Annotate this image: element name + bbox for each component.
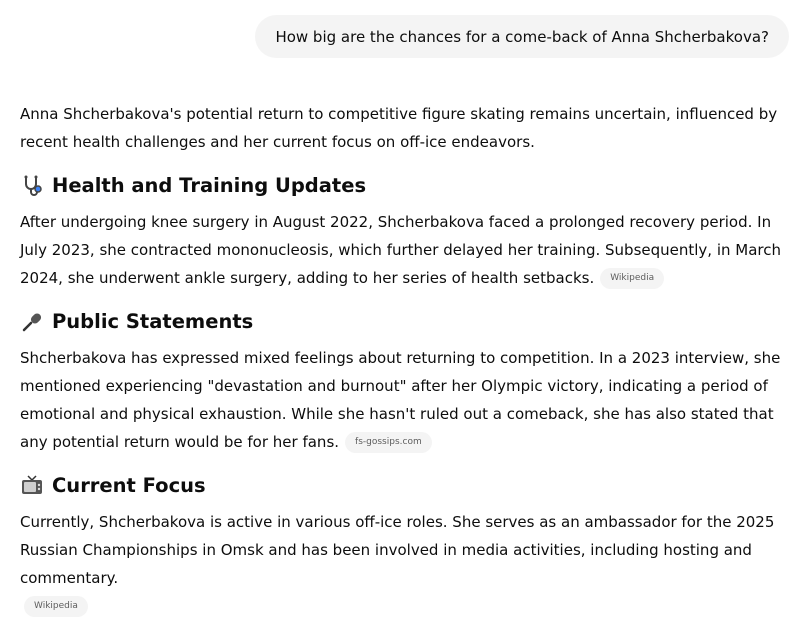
assistant-answer [20, 100, 790, 636]
section-heading-text: Current Focus [52, 474, 206, 497]
section-body-text: Currently, Shcherbakova is active in various off-ice roles. She serves as an ambassador for the 2025 Russian Championships in Omsk and has been involved in media activities, including hosting and commentary. [20, 513, 775, 587]
section-current-focus [20, 472, 790, 620]
source-chip[interactable]: Wikipedia [600, 268, 664, 289]
section-heading [20, 472, 790, 500]
section-health [20, 172, 790, 292]
section-body [20, 344, 790, 456]
user-message-text: How big are the chances for a come-back of Anna Shcherbakova? [275, 27, 769, 46]
section-heading [20, 308, 790, 336]
section-statements [20, 308, 790, 456]
section-heading-text: Public Statements [52, 310, 254, 333]
source-chip[interactable]: Wikipedia [24, 596, 88, 617]
section-heading-text: Health and Training Updates [52, 174, 367, 197]
section-body-text: Shcherbakova has expressed mixed feelings about returning to competition. In a 2023 interview, she mentioned experiencing "devastation and burnout" after her Olympic victory, indicating a period of emotional and physical exhaustion. While she hasn't ruled out a comeback, she has also stated that any potential return would be for her fans. [20, 349, 781, 451]
answer-intro: Anna Shcherbakova's potential return to competitive figure skating remains uncertain, influenced by recent health challenges and her current focus on off-ice endeavors. [20, 105, 778, 151]
source-chip-row [20, 592, 790, 620]
section-body [20, 208, 790, 292]
user-message-bubble [255, 15, 789, 58]
stethoscope-icon [20, 174, 44, 198]
section-heading [20, 172, 790, 200]
section-body [20, 508, 790, 592]
microphone-icon [20, 310, 44, 334]
television-icon [20, 474, 44, 498]
source-chip[interactable]: fs-gossips.com [345, 432, 432, 453]
section-body-text: After undergoing knee surgery in August 2022, Shcherbakova faced a prolonged recovery period. In July 2023, she contracted mononucleosis, which further delayed her training. Subsequently, in March 2024, she underwent ankle surgery, adding to her series of health setbacks. [20, 213, 782, 287]
